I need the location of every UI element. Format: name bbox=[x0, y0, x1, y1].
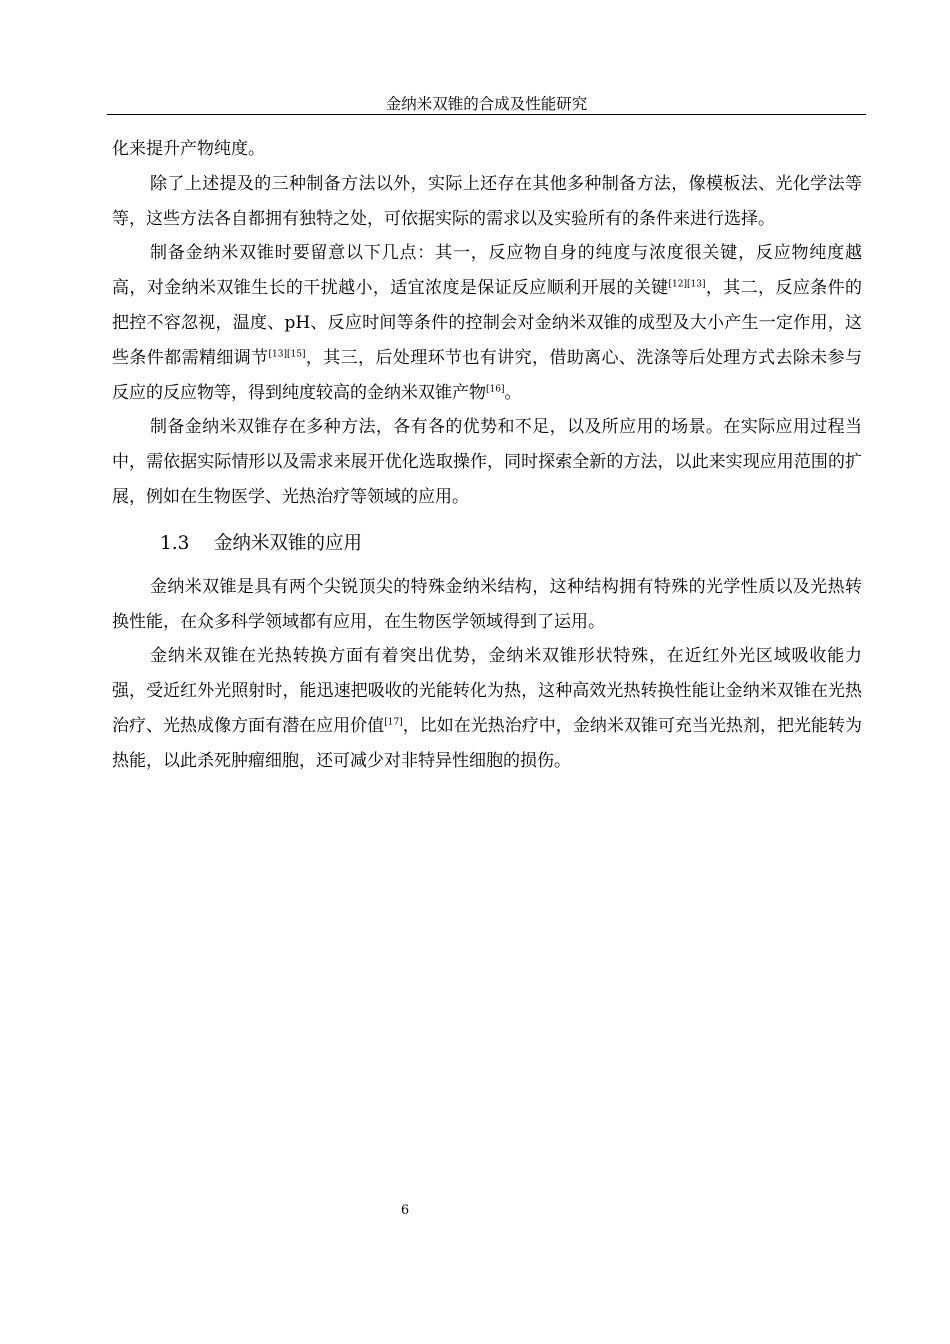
section-title: 金纳米双锥的应用 bbox=[214, 532, 363, 554]
paragraph-preparation-notes bbox=[112, 236, 862, 410]
paragraph-application-intro: 金纳米双锥是具有两个尖锐顶尖的特殊金纳米结构，这种结构拥有特殊的光学性质以及光热转换性能，在众多科学领域都有应用，在生物医学领域得到了运用。 bbox=[112, 576, 862, 632]
citation: [17] bbox=[384, 717, 403, 728]
text-run: ，其三，后处理环节也有讲究，借助离心、洗涤等后处理方式去除未参与反应的反应物等，得到纯度较高的金纳米双锥产物 bbox=[112, 347, 863, 403]
body-text bbox=[112, 132, 862, 779]
text-run: 金纳米双锥在光热转换方面有着突出优势，金纳米双锥形状特殊，在近红外光区域吸收能力强，受近红外光照射时，能迅速把吸收的光能转化为热，这种高效光热转换性能让金纳米双锥在光热治疗、光热成像方面有潜在应用价值 bbox=[112, 646, 862, 736]
citation: [13][15] bbox=[268, 349, 306, 360]
running-header: 金纳米双锥的合成及性能研究 bbox=[107, 94, 866, 115]
citation: [12][13] bbox=[668, 279, 706, 290]
paragraph-other-methods: 除了上述提及的三种制备方法以外，实际上还存在其他多种制备方法，像模板法、光化学法等等，这些方法各自都拥有独特之处，可依据实际的需求以及实验所有的条件来进行选择。 bbox=[112, 173, 862, 229]
section-heading bbox=[112, 526, 862, 562]
paragraph-continuation: 化来提升产物纯度。 bbox=[112, 139, 265, 159]
text-run: ，比如在光热治疗中，金纳米双锥可充当光热剂，把光能转为热能，以此杀死肿瘤细胞，还可减少对非特异性细胞的损伤。 bbox=[112, 715, 863, 771]
citation: [16] bbox=[486, 383, 505, 394]
paragraph-methods-summary: 制备金纳米双锥存在多种方法，各有各的优势和不足，以及所应用的场景。在实际应用过程当中，需依据实际情形以及需求来展开优化选取操作，同时探索全新的方法，以此来实现应用范围的扩展，例如在生物医学、光热治疗等领域的应用。 bbox=[112, 417, 862, 507]
text-run: ，其二，反应条件的把控不容忽视，温度、pH、反应时间等条件的控制会对金纳米双锥的成型及大小产生一定作用，这些条件都需精细调节 bbox=[112, 278, 863, 368]
text-run: 。 bbox=[504, 382, 522, 403]
text-run: 制备金纳米双锥时要留意以下几点：其一，反应物自身的纯度与浓度很关键，反应物纯度越高，对金纳米双锥生长的干扰越小，适宜浓度是保证反应顺利开展的关键 bbox=[112, 243, 862, 299]
section-number: 1.3 bbox=[160, 532, 190, 554]
paragraph-photothermal bbox=[112, 639, 862, 778]
page-number: 6 bbox=[400, 1203, 410, 1218]
